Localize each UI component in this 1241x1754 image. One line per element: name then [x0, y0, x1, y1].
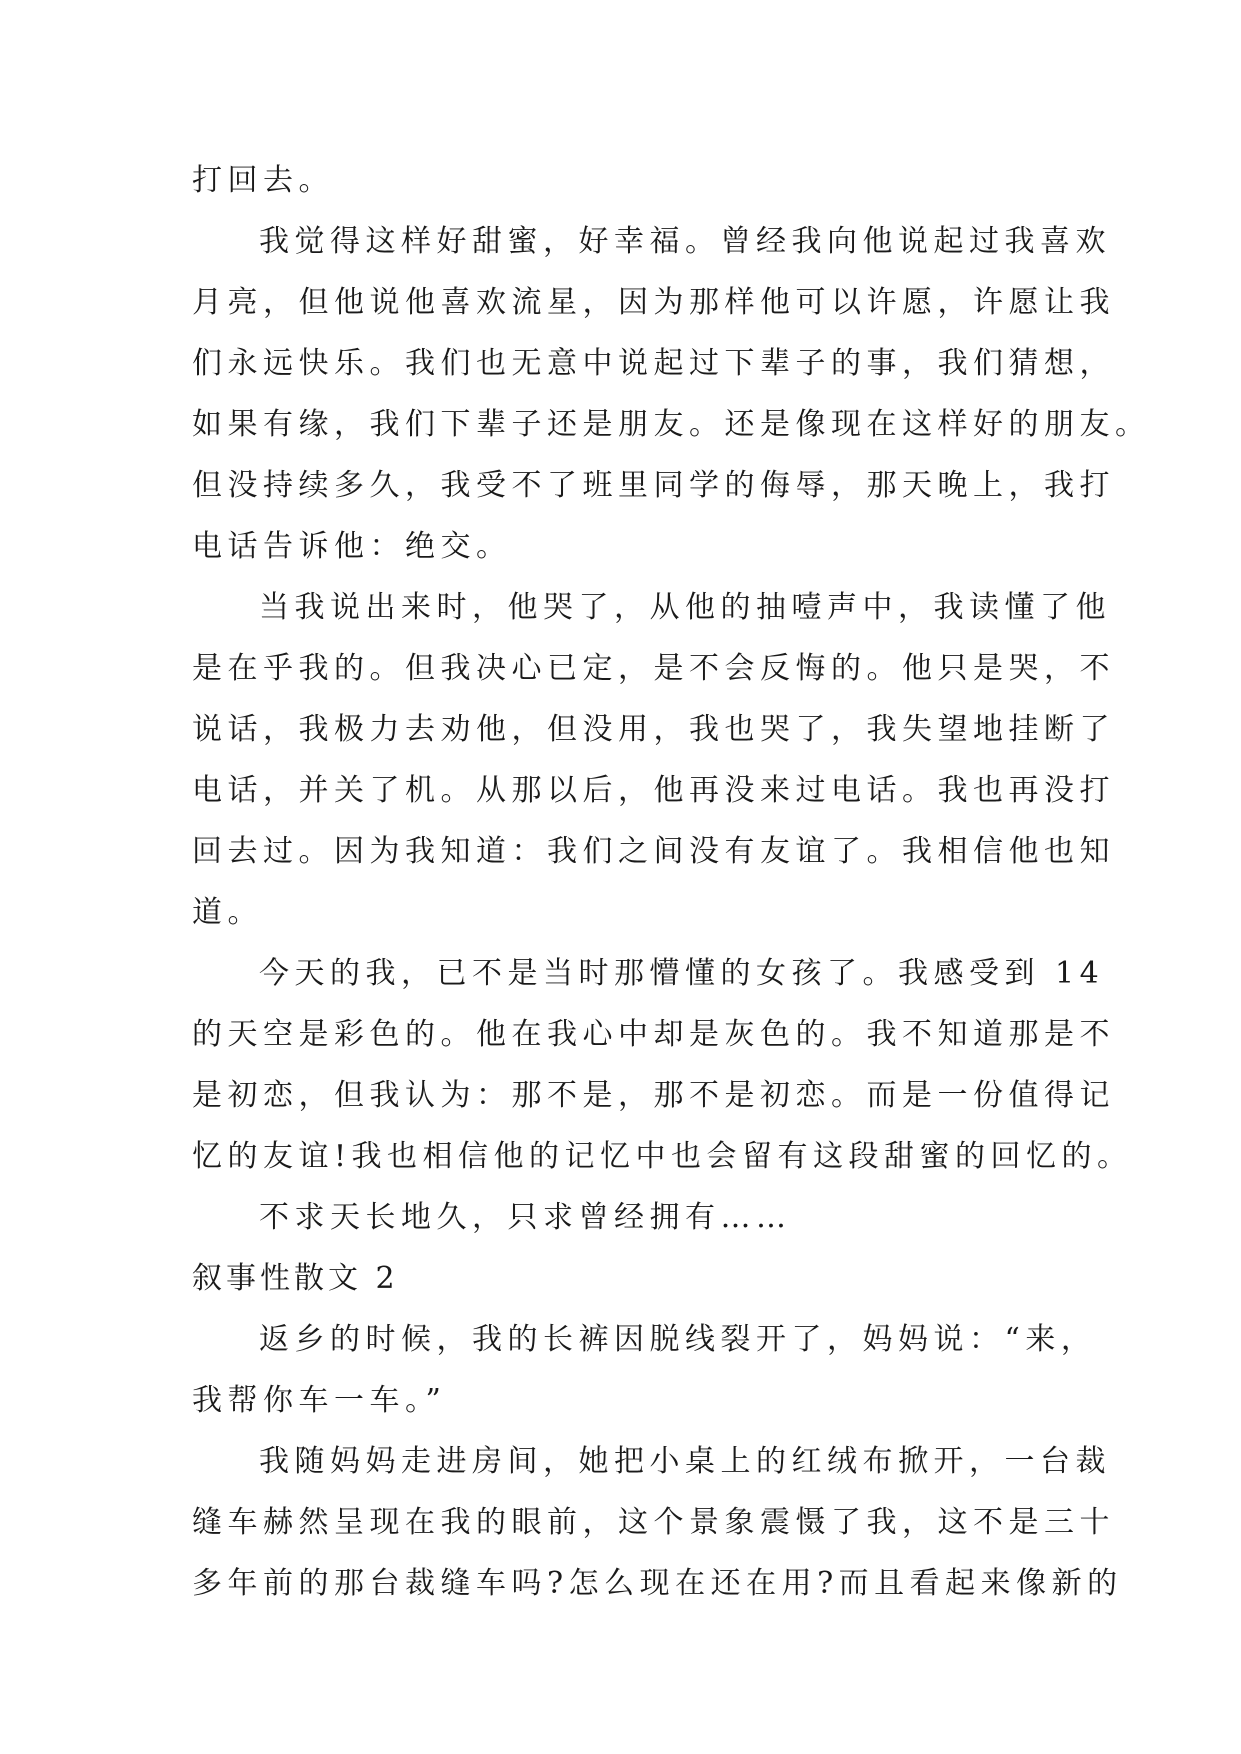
- text-line: 月亮，但他说他喜欢流星，因为那样他可以许愿，许愿让我: [192, 285, 1115, 320]
- text-line: 我帮你车一车。”: [192, 1383, 447, 1418]
- paragraph-start-line: 今天的我，已不是当时那懵懂的女孩了。我感受到 14: [259, 956, 1105, 991]
- text-line: 是初恋，但我认为：那不是，那不是初恋。而是一份值得记: [192, 1078, 1115, 1113]
- section-heading: 叙事性散文 2: [192, 1261, 399, 1296]
- text-line: 打回去。: [192, 163, 334, 198]
- text-line: 电话告诉他：绝交。: [192, 529, 512, 564]
- text-line: 但没持续多久，我受不了班里同学的侮辱，那天晚上，我打: [192, 468, 1115, 503]
- text-line: 电话，并关了机。从那以后，他再没来过电话。我也再没打: [192, 773, 1115, 808]
- paragraph-start-line: 当我说出来时，他哭了，从他的抽噎声中，我读懂了他: [259, 590, 1111, 625]
- text-line: 回去过。因为我知道：我们之间没有友谊了。我相信他也知: [192, 834, 1115, 869]
- paragraph-start-line: 我随妈妈走进房间，她把小桌上的红绒布掀开，一台裁: [259, 1444, 1111, 1479]
- text-line: 道。: [192, 895, 263, 930]
- text-line: 说话，我极力去劝他，但没用，我也哭了，我失望地挂断了: [192, 712, 1115, 747]
- document-page: [192, 150, 1151, 1614]
- paragraph-start-line: 返乡的时候，我的长裤因脱线裂开了，妈妈说：“来，: [259, 1322, 1097, 1357]
- text-line: 多年前的那台裁缝车吗?怎么现在还在用?而且看起来像新的: [192, 1566, 1123, 1601]
- text-line: 是在乎我的。但我决心已定，是不会反悔的。他只是哭，不: [192, 651, 1115, 686]
- text-line: 如果有缘，我们下辈子还是朋友。还是像现在这样好的朋友。: [192, 407, 1151, 442]
- paragraph-start-line: 我觉得这样好甜蜜，好幸福。曾经我向他说起过我喜欢: [259, 224, 1111, 259]
- paragraph-start-line: 不求天长地久，只求曾经拥有……: [259, 1200, 792, 1235]
- text-line: 的天空是彩色的。他在我心中却是灰色的。我不知道那是不: [192, 1017, 1115, 1052]
- text-line: 忆的友谊!我也相信他的记忆中也会留有这段甜蜜的回忆的。: [192, 1139, 1133, 1174]
- text-line: 们永远快乐。我们也无意中说起过下辈子的事，我们猜想，: [192, 346, 1115, 381]
- text-line: 缝车赫然呈现在我的眼前，这个景象震慑了我，这不是三十: [192, 1505, 1115, 1540]
